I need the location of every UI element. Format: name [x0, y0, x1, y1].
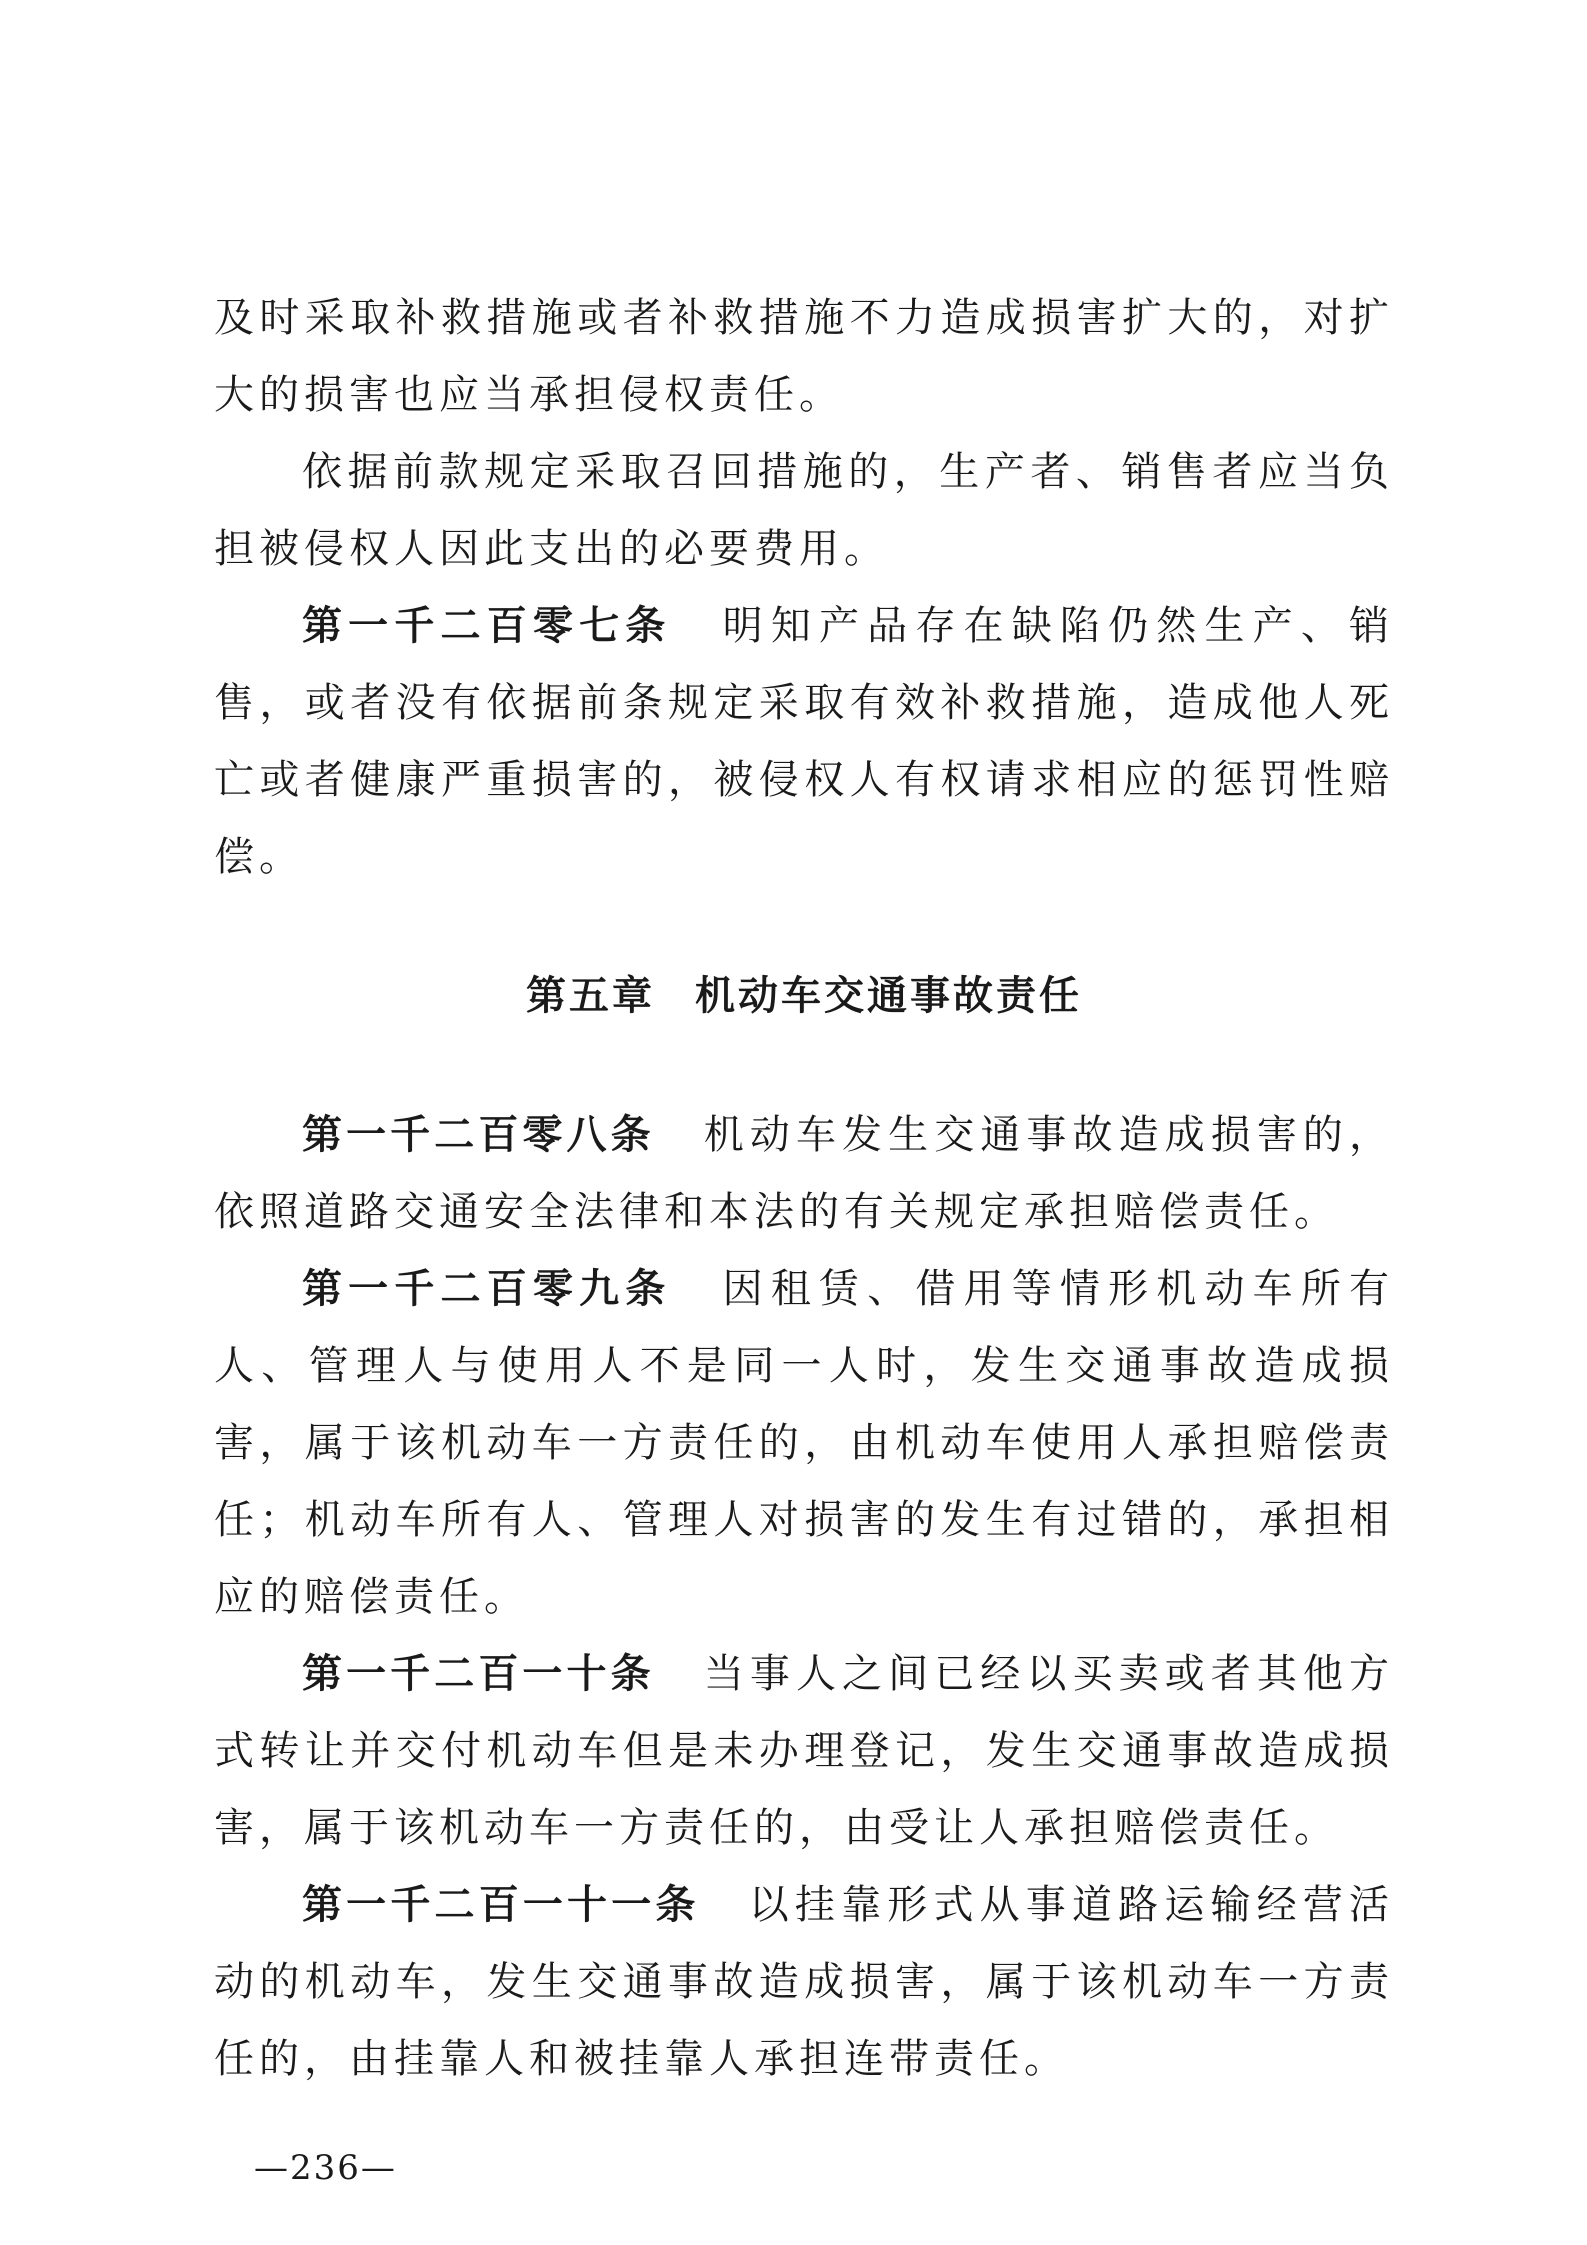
article-text: 机动车发生交通事故造成损害的，依照道路交通安全法律和本法的有关规定承担赔偿责任。: [214, 1112, 1395, 1235]
paragraph-text: 及时采取补救措施或者补救措施不力造成损害扩大的，对扩大的损害也应当承担侵权责任。: [214, 295, 1394, 418]
paragraph: [214, 434, 1394, 588]
article-number: 第一千二百一十一条: [302, 1882, 700, 1928]
chapter-title: 机动车交通事故责任: [695, 973, 1082, 1019]
article-1208: [214, 1097, 1394, 1251]
page-body: [214, 280, 1394, 2098]
article-text: 以挂靠形式从事道路运输经营活动的机动车，发生交通事故造成损害，属于该机动车一方责任的，由挂靠人和被挂靠人承担连带责任。: [214, 1882, 1395, 2082]
paragraph-continuation: [214, 280, 1394, 434]
article-1207: [214, 588, 1394, 896]
article-number: 第一千二百零七条: [302, 603, 672, 649]
article-1211: [214, 1867, 1394, 2098]
chapter-number: 第五章: [526, 973, 655, 1019]
article-1209: [214, 1251, 1394, 1636]
article-1210: [214, 1636, 1394, 1867]
paragraph-text: 依据前款规定采取召回措施的，生产者、销售者应当负担被侵权人因此支出的必要费用。: [214, 449, 1394, 572]
article-number: 第一千二百零八条: [302, 1112, 655, 1158]
page-number: —236—: [254, 2148, 397, 2188]
article-number: 第一千二百一十条: [302, 1651, 655, 1697]
article-text: 因租赁、借用等情形机动车所有人、管理人与使用人不是同一人时，发生交通事故造成损害，属于该机动车一方责任的，由机动车使用人承担赔偿责任；机动车所有人、管理人对损害的发生有过错的，承担相应的赔偿责任。: [214, 1266, 1395, 1620]
chapter-heading: [214, 958, 1394, 1035]
article-text: 明知产品存在缺陷仍然生产、销售，或者没有依据前条规定采取有效补救措施，造成他人死亡或者健康严重损害的，被侵权人有权请求相应的惩罚性赔偿。: [214, 603, 1395, 880]
article-number: 第一千二百零九条: [302, 1266, 672, 1312]
article-text: 当事人之间已经以买卖或者其他方式转让并交付机动车但是未办理登记，发生交通事故造成损害，属于该机动车一方责任的，由受让人承担赔偿责任。: [214, 1651, 1395, 1851]
